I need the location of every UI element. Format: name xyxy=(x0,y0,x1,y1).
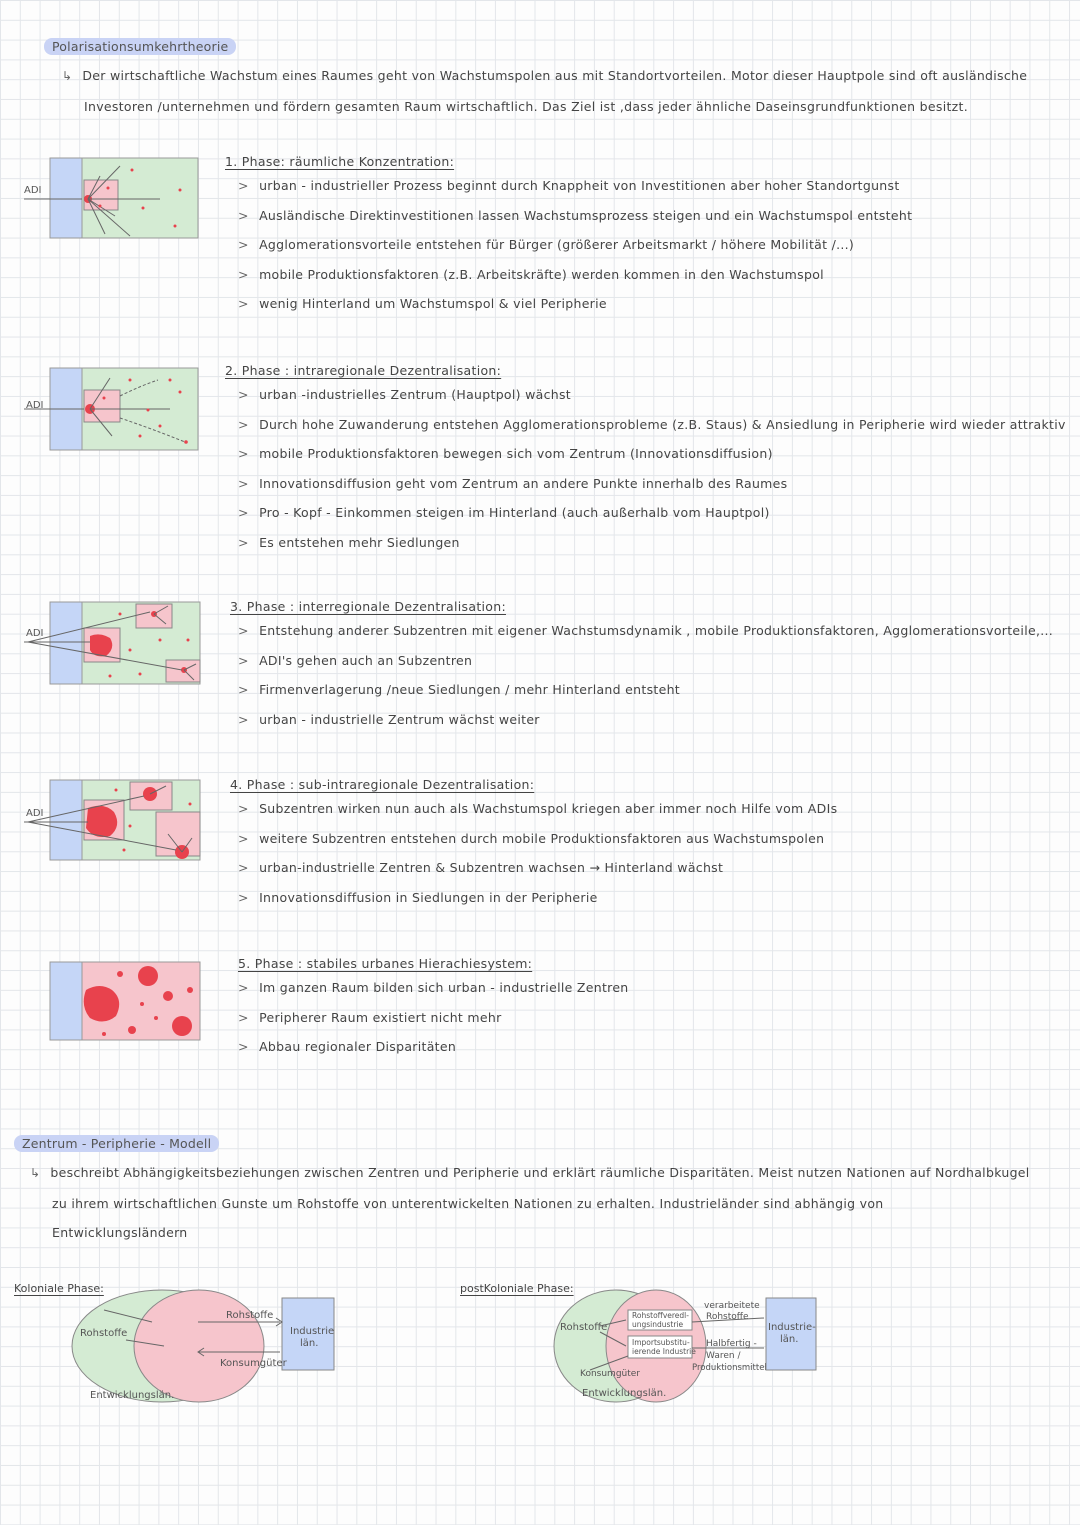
postcolonial-title: postKoloniale Phase: xyxy=(460,1282,574,1295)
section2-line-1: beschreibt Abhängigkeitsbeziehungen zwischen Zentren und Peripherie und erklärt räumliche Disparitäten. Meist nutzen Nationen auf Nordhalbkugel xyxy=(50,1165,1030,1180)
phase3-bullet: > Entstehung anderer Subzentren mit eigener Wachstumsdynamik , mobile Produktionsfaktoren, Agglomerationsvorteile,... xyxy=(238,616,1053,646)
phase4-bullet: > Innovationsdiffusion in Siedlungen in der Peripherie xyxy=(238,883,837,913)
phase5-diagram xyxy=(20,960,204,1048)
adi-label: ADI xyxy=(26,808,44,819)
halbfertig-label-2: Waren / xyxy=(706,1351,741,1361)
phase2-block xyxy=(225,363,1066,558)
phase1-title: 1. Phase: räumliche Konzentration: xyxy=(225,154,455,169)
phase4-block xyxy=(230,777,837,912)
intro-line-2: Investoren /unternehmen und fördern gesamten Raum wirtschaftlich. Das Ziel ist ,dass jeder ähnliche Daseinsgrundfunktionen besitzt. xyxy=(84,98,969,114)
phase4-title: 4. Phase : sub-intraregionale Dezentralisation: xyxy=(230,777,535,792)
phase1-diagram xyxy=(20,156,202,246)
phase2-bullet: > Pro - Kopf - Einkommen steigen im Hinterland (auch außerhalb vom Hauptpol) xyxy=(238,498,1066,528)
phase5-title: 5. Phase : stabiles urbanes Hierachiesystem: xyxy=(238,956,533,971)
phase2-bullet: > Durch hohe Zuwanderung entstehen Agglomerationsprobleme (z.B. Staus) & Ansiedlung in Peripherie wird wieder attraktiv xyxy=(238,410,1066,440)
phase2-bullet: > mobile Produktionsfaktoren bewegen sich vom Zentrum (Innovationsdiffusion) xyxy=(238,439,1066,469)
phase2-bullet: > Es entstehen mehr Siedlungen xyxy=(238,528,1066,558)
section2-paragraph xyxy=(30,1158,1070,1248)
phase5-bullet: > Peripherer Raum existiert nicht mehr xyxy=(238,1003,629,1033)
postcolonial-phase xyxy=(460,1282,816,1399)
phase5-block xyxy=(238,956,629,1062)
section-title-zentrum xyxy=(14,1133,219,1152)
phase4-bullet: > weitere Subzentren entstehen durch mobile Produktionsfaktoren aus Wachstumspolen xyxy=(238,824,837,854)
section-title-text: Zentrum - Peripherie - Modell xyxy=(14,1135,219,1152)
halbfertig-label-3: Produktionsmittel xyxy=(692,1363,767,1373)
verarbeitete-label-2: Rohstoffe xyxy=(706,1312,749,1322)
phase5-bullet: > Im ganzen Raum bilden sich urban - industrielle Zentren xyxy=(238,973,629,1003)
phase1-bullet: > Agglomerationsvorteile entstehen für Bürger (größerer Arbeitsmarkt / höhere Mobilität /...) xyxy=(238,230,912,260)
section-title-polarisation xyxy=(44,36,236,55)
industrie-label-2: län. xyxy=(780,1334,799,1345)
intro-line-1: Der wirtschaftliche Wachstum eines Raumes geht von Wachstumspolen aus mit Standortvorteilen. Motor dieser Hauptpole sind oft ausländische xyxy=(82,68,1028,83)
verarbeitete-label-1: verarbeitete xyxy=(704,1301,760,1311)
rohstoffe-label: Rohstoffe xyxy=(80,1328,128,1339)
phase1-bullet: > urban - industrieller Prozess beginnt durch Knappheit von Investitionen aber hoher Standortgunst xyxy=(238,171,912,201)
phase3-diagram xyxy=(20,600,204,692)
colonial-title: Kolonialе Phase: xyxy=(14,1282,104,1295)
phase5-bullet: > Abbau regionaler Disparitäten xyxy=(238,1032,629,1062)
konsumgueter-label: Konsumgüter xyxy=(220,1358,287,1369)
rohstoffe-label: Rohstoffe xyxy=(560,1322,608,1333)
industrie-label-1: Industrie- xyxy=(768,1322,816,1333)
rohstoffe-arrow-label: Rohstoffe xyxy=(226,1310,274,1321)
box1-label-1: Rohstoffveredl- xyxy=(632,1311,689,1320)
phase2-bullet: > Innovationsdiffusion geht vom Zentrum an andere Punkte innerhalb des Raumes xyxy=(238,469,1066,499)
phase2-bullet: > urban -industrielles Zentrum (Hauptpol) wächst xyxy=(238,380,1066,410)
phase3-block xyxy=(230,599,1053,734)
colonial-diagram xyxy=(14,1282,344,1412)
phase3-bullet: > urban - industrielle Zentrum wächst weiter xyxy=(238,705,1053,735)
industrie-label-1: Industrie xyxy=(290,1326,335,1337)
box2-label-1: Importsubstitu- xyxy=(632,1338,690,1347)
phase2-diagram xyxy=(20,366,202,460)
phase1-block xyxy=(225,154,912,319)
phase1-bullet: > wenig Hinterland um Wachstumspol & viel Peripherie xyxy=(238,289,912,319)
phase4-bullet: > urban-industrielle Zentren & Subzentren wachsen → Hinterland wächst xyxy=(238,853,837,883)
halbfertig-label-1: Halbfertig - xyxy=(706,1339,757,1349)
adi-label: ADI xyxy=(26,628,44,639)
section-title-text: Polarisationsumkehrtheorie xyxy=(44,38,236,55)
phase3-title: 3. Phase : interregionale Dezentralisation: xyxy=(230,599,506,614)
section2-line-3: Entwicklungsländern xyxy=(52,1225,188,1241)
intro-paragraph xyxy=(62,61,1062,121)
phase3-bullet: > Firmenverlagerung /neue Siedlungen / mehr Hinterland entsteht xyxy=(238,675,1053,705)
phase1-bullet: > Ausländische Direktinvestitionen lassen Wachstumsprozess steigen und ein Wachstumspol entsteht xyxy=(238,201,912,231)
phase3-bullet: > ADI's gehen auch an Subzentren xyxy=(238,646,1053,676)
entwicklung-label: Entwicklungslän. xyxy=(90,1390,175,1401)
return-arrow-icon: ↳ xyxy=(62,69,73,83)
phase4-bullet: > Subzentren wirken nun auch als Wachstumspol kriegen aber immer noch Hilfe vom ADIs xyxy=(238,794,837,824)
entwicklung-label: Entwicklungslän. xyxy=(582,1388,667,1399)
phase2-title: 2. Phase : intraregionale Dezentralisation: xyxy=(225,363,502,378)
phase4-diagram xyxy=(20,778,204,868)
konsumgueter-label: Konsumgüter xyxy=(580,1369,641,1379)
box1-label-2: ungsindustrie xyxy=(632,1320,684,1329)
adi-label: ADI xyxy=(26,400,44,411)
section2-line-2: zu ihrem wirtschaftlichen Gunste um Rohstoffe von unterentwickelten Nationen zu erhalten. Industrieländer sind abhängig von xyxy=(52,1195,884,1211)
industrie-label-2: län. xyxy=(300,1338,319,1349)
return-arrow-icon: ↳ xyxy=(30,1166,41,1180)
box2-label-2: ierende Industrie xyxy=(632,1347,696,1356)
postcolonial-diagram xyxy=(460,1282,830,1412)
colonial-phase xyxy=(14,1282,335,1401)
adi-label: ADI xyxy=(24,185,42,196)
phase1-bullet: > mobile Produktionsfaktoren (z.B. Arbeitskräfte) werden kommen in den Wachstumspol xyxy=(238,260,912,290)
